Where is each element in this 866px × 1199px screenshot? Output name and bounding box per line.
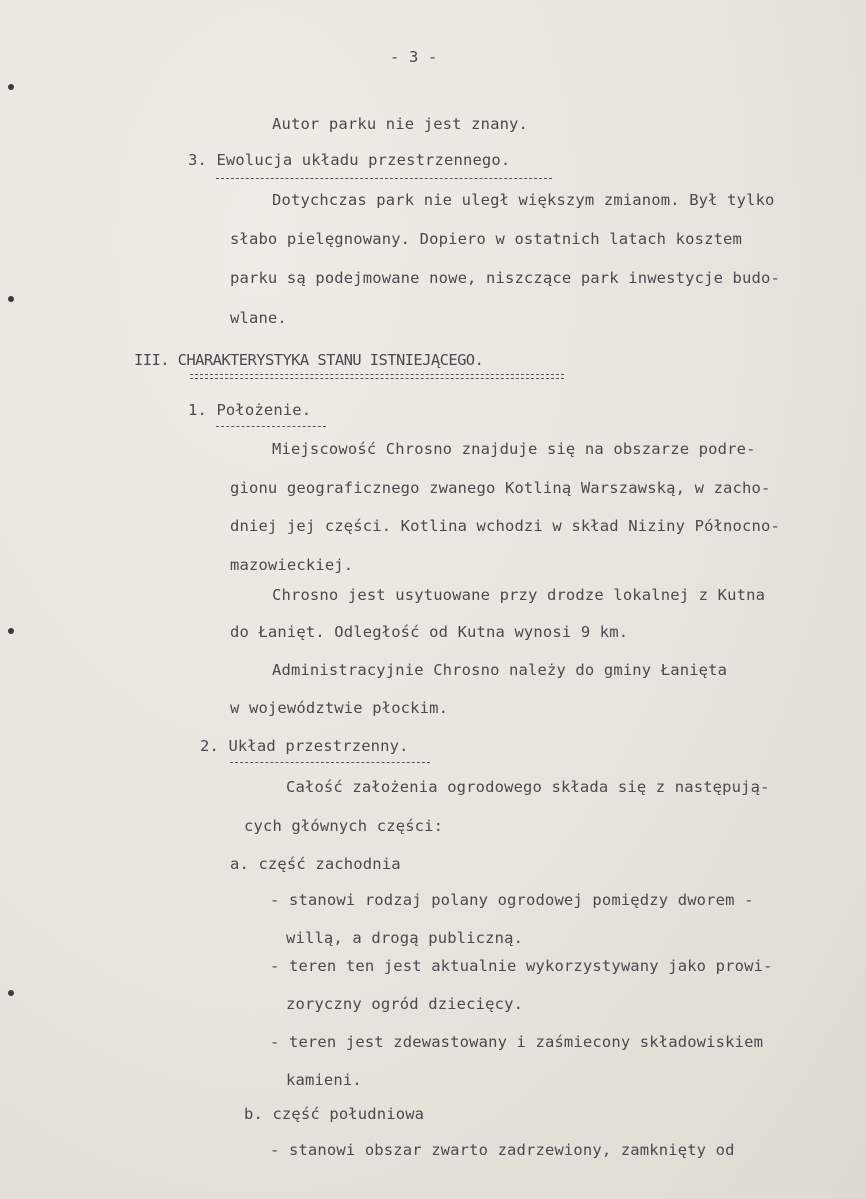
text-line: Całość założenia ogrodowego składa się z następują-	[286, 778, 770, 796]
punch-hole-mark	[8, 628, 14, 634]
list-heading: a. część zachodnia	[230, 855, 401, 873]
text-line: Chrosno jest usytuowane przy drodze lokalnej z Kutna	[272, 586, 766, 604]
text-line: mazowieckiej.	[230, 556, 354, 574]
section-heading: 2. Układ przestrzenny.	[200, 737, 409, 755]
punch-hole-mark	[8, 296, 14, 302]
section-heading: 3. Ewolucja układu przestrzennego.	[188, 151, 511, 169]
chapter-heading: III. CHARAKTERYSTYKA STANU ISTNIEJĄCEGO.	[134, 351, 484, 369]
text-line: wlane.	[230, 309, 287, 327]
text-line: kamieni.	[286, 1071, 362, 1089]
text-line: Autor parku nie jest znany.	[272, 115, 529, 133]
text-line: słabo pielęgnowany. Dopiero w ostatnich latach kosztem	[230, 230, 743, 248]
text-line: w województwie płockim.	[230, 699, 449, 717]
list-item: - teren ten jest aktualnie wykorzystywany jako prowi-	[270, 957, 773, 975]
list-item: - teren jest zdewastowany i zaśmiecony składowiskiem	[270, 1033, 764, 1051]
text-line: willą, a drogą publiczną.	[286, 929, 524, 947]
text-line: Dotychczas park nie uległ większym zmianom. Był tylko	[272, 191, 775, 209]
text-line: do Łanięt. Odległość od Kutna wynosi 9 km.	[230, 623, 629, 641]
text-line: dniej jej części. Kotlina wchodzi w skład Niziny Północno-	[230, 517, 780, 535]
page-number: - 3 -	[390, 48, 438, 66]
heading-underline	[216, 426, 326, 427]
text-line: parku są podejmowane nowe, niszczące park inwestycje budo-	[230, 269, 780, 287]
text-line: gionu geograficznego zwanego Kotliną Warszawską, w zacho-	[230, 479, 771, 497]
heading-underline	[230, 762, 430, 763]
list-item: - stanowi obszar zwarto zadrzewiony, zamknięty od	[270, 1141, 735, 1159]
punch-hole-mark	[8, 990, 14, 996]
section-heading: 1. Położenie.	[188, 401, 312, 419]
text-line: Miejscowość Chrosno znajduje się na obszarze podre-	[272, 440, 756, 458]
punch-hole-mark	[8, 84, 14, 90]
list-item: - stanowi rodzaj polany ogrodowej pomiędzy dworem -	[270, 891, 754, 909]
text-line: cych głównych części:	[244, 817, 444, 835]
heading-underline	[216, 178, 552, 179]
list-heading: b. część południowa	[244, 1105, 425, 1123]
heading-double-underline	[190, 374, 564, 375]
text-line: zoryczny ogród dziecięcy.	[286, 995, 524, 1013]
text-line: Administracyjnie Chrosno należy do gminy Łanięta	[272, 661, 728, 679]
